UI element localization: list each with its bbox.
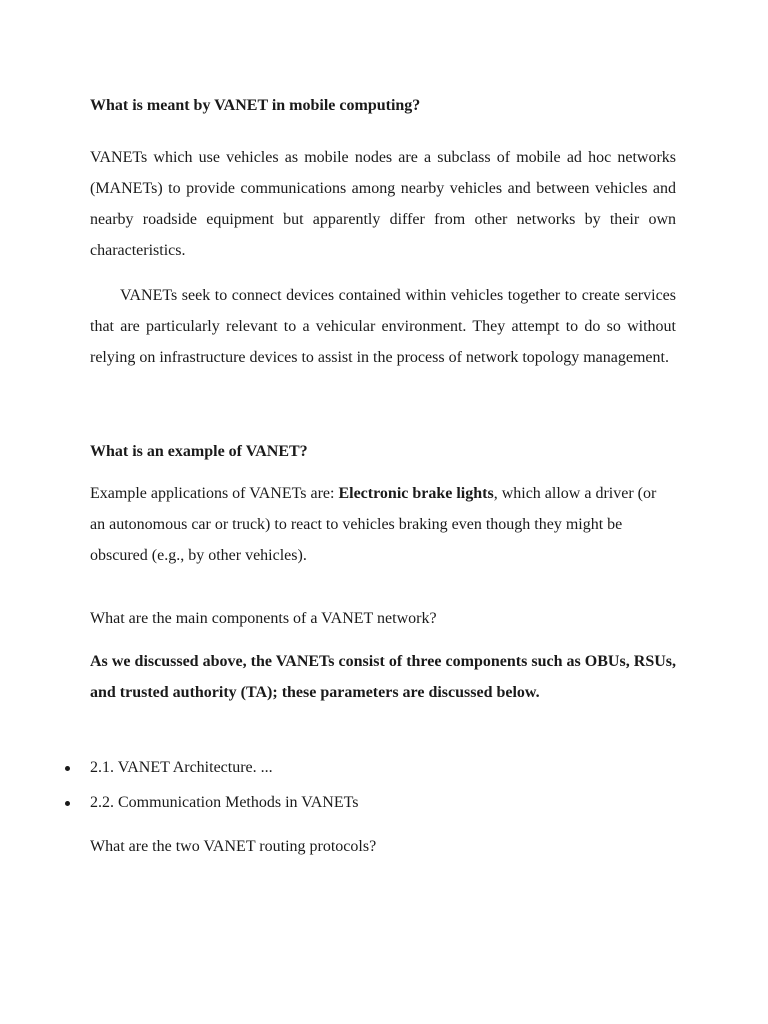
bullet-dot [65,801,70,806]
list-item [90,752,273,783]
question-main-components: What are the main components of a VANET network? [90,610,437,627]
paragraph-vanet-example [90,478,660,571]
paragraph-vanet-definition: VANETs which use vehicles as mobile nodes are a subclass of mobile ad hoc networks (MANETs) to provide communications among nearby vehicles and between vehicles and nearby roadside equipment but apparently differ from other networks by their own characteristics. [90,149,676,259]
example-intro-text: Example applications of VANETs are: [90,485,339,502]
list-item [90,787,359,818]
bullet-dot [65,766,70,771]
list-item-text: 2.1. VANET Architecture. ... [90,759,273,776]
answer-main-components: As we discussed above, the VANETs consist of three components such as OBUs, RSUs, and trusted authority (TA); these parameters are discussed below. [90,653,676,701]
heading-what-is-vanet: What is meant by VANET in mobile computing? [90,97,421,114]
question-routing-protocols: What are the two VANET routing protocols? [90,838,377,855]
example-rest-text: , which allow a driver (or an autonomous car or truck) to react to vehicles braking even though they might be obscured (e.g., by other vehicles). [90,485,657,564]
list-item-text: 2.2. Communication Methods in VANETs [90,794,359,811]
paragraph-vanet-purpose: VANETs seek to connect devices contained within vehicles together to create services that are particularly relevant to a vehicular environment. They attempt to do so without relying on infrastructure devices to assist in the process of network topology management. [90,287,676,366]
example-bold-term: Electronic brake lights [338,485,494,502]
heading-vanet-example: What is an example of VANET? [90,443,308,460]
